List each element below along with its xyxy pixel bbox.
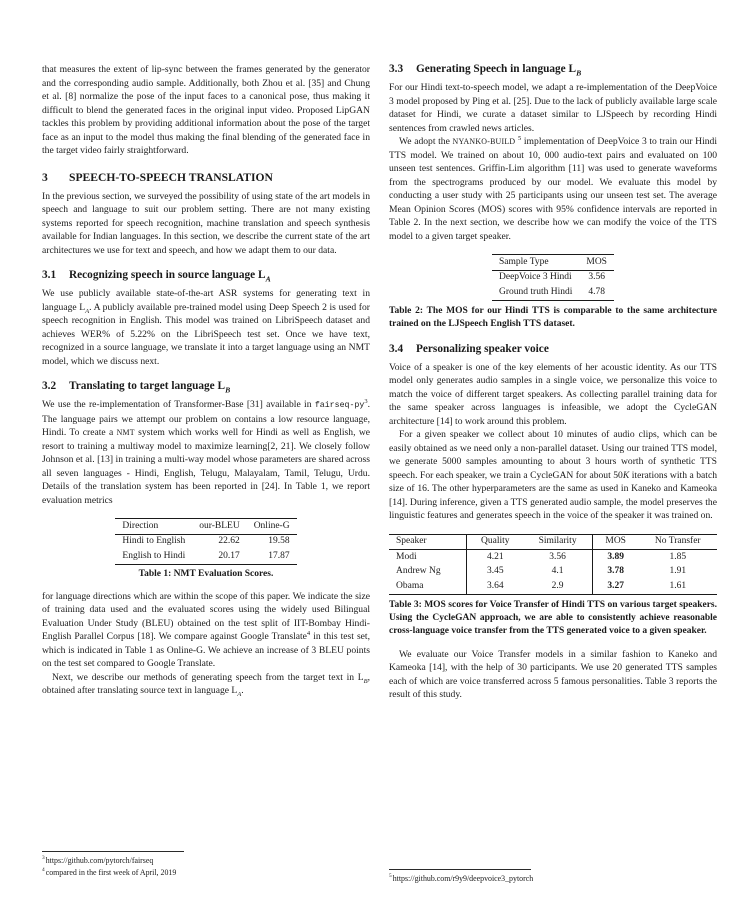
table-header-cell: Direction [122, 520, 159, 531]
table-2-block [389, 254, 717, 331]
table-row [389, 565, 717, 580]
table-3-caption: Table 3: MOS scores for Voice Transfer of Hindi TTS on various target speakers. Using the CycleGAN approach, we are able to consistently achieve reasonable cross-language voice transfer from the TTS generated voice to a given speaker. [389, 599, 717, 637]
table-cell: 4.21 [486, 551, 504, 562]
table-header-row [492, 255, 614, 271]
table-cell: 1.91 [669, 566, 687, 577]
table-cell: 22.62 [218, 536, 240, 546]
table-row [389, 579, 717, 594]
paragraph-after-table-1: for language directions which are within the scope of this paper. We indicate the size of training data used and the evaluated scores using the widely used Bilingual Evaluation Under Study (BLEU) obtained on the test split of IIT-Bombay Hindi-English Parallel Corpus [18]. We compare against Google Translate$^4$ in this test set, which is indicated in Table 1 as Online-G. We achieve an increase of 3 BLEU points on the test set compared to Google Translate. [42, 590, 370, 669]
subsection-title: Translating to target language $L_B$ [69, 380, 231, 395]
paragraph-3-3-intro: For our Hindi text-to-speech model, we adapt a re-implementation of the DeepVoice 3 model proposed by Ping et al. [25]. Due to the lack of publicly available large scale dataset for Hindi, we curate a dataset similar to LJSpeech by recording Hindi sentences from crawled news articles. [389, 82, 717, 134]
table-cell: Andrew Ng [389, 565, 467, 580]
table-row [492, 270, 614, 285]
footnotes-right [389, 869, 717, 885]
table-header-cell: Similarity [523, 534, 592, 550]
subsection-3-4-heading [389, 343, 717, 356]
table-1-caption: Table 1: NMT Evaluation Scores. [138, 568, 274, 579]
table-header-cell: our-BLEU [199, 520, 240, 531]
table-cell: 1.85 [669, 551, 687, 562]
table-cell: 1.61 [669, 580, 687, 591]
table-cell: Modi [389, 550, 467, 565]
table-cell: 2.9 [523, 579, 592, 594]
table-3 [389, 534, 717, 595]
table-header-row [115, 519, 296, 535]
table-header-cell: Sample Type [499, 256, 549, 267]
table-cell: 3.89 [607, 551, 624, 562]
table-2 [492, 254, 614, 301]
paragraph-evaluation: We evaluate our Voice Transfer models in a similar fashion to Kaneko and Kameoka [14], with the help of 30 participants. We use 20 generated TTS samples each of which are voice transferred across 5 famous personalities. Table 3 reports the result of this study. [389, 648, 717, 701]
column-left [42, 63, 371, 877]
table-1-block [42, 518, 370, 581]
table-cell: English to Hindi [122, 550, 186, 561]
footnote-rule [389, 869, 531, 870]
table-cell: 17.87 [268, 550, 290, 561]
footnote-3[interactable]: $^3$https://github.com/pytorch/fairseq [42, 855, 154, 865]
table-header-cell: MOS [605, 536, 626, 547]
table-header-row [389, 534, 717, 550]
footnote-5[interactable]: $^5$https://github.com/r9y9/deepvoice3_pytorch [389, 873, 534, 883]
table-cell: 3.78 [607, 566, 624, 577]
table-cell: 19.58 [268, 536, 290, 546]
footnotes-left [42, 851, 370, 878]
table-cell: 3.56 [588, 272, 605, 282]
subsection-3-2-heading [42, 380, 370, 393]
section-title: SPEECH-TO-SPEECH TRANSLATION [69, 170, 273, 184]
footnote-4: $^4$compared in the first week of April, 2019 [42, 866, 177, 877]
table-row [389, 550, 717, 565]
table-cell: Obama [389, 579, 467, 594]
section-number: 3 [42, 170, 48, 184]
table-header-cell: No Transfer [654, 536, 701, 547]
table-row [492, 285, 614, 300]
table-cell: 4.1 [523, 565, 592, 580]
paragraph-3-4-training: For a given speaker we collect about 10 minutes of audio clips, which can be easily obtained as we need only a non-parallel dataset. Using our trained TTS model, we generate 5000 samples amounting to about 3 hours worth of synthetic TTS speech. For each speaker, we train a CycleGAN for about 50K iterations with a batch size of 16. The other hyperparameters are the same as used in Kaneko and Kameoka [14]. During inference, given a TTS generated audio sample, the model preserves the linguistic features and generates speech in the voice of the speaker it was trained on. [389, 429, 717, 522]
paragraph-3-4-intro: Voice of a speaker is one of the key elements of her acoustic identity. As our TTS model only generates audio samples in a single voice, we personalize this voice to match the voice of different target speakers. As collecting parallel training data for the same speaker across languages is infeasible, we adopt the CycleGAN architecture [14] to work around this problem. [389, 361, 717, 427]
paragraph-section-3: In the previous section, we surveyed the possibility of using state of the art models in speech and language to suit our problem setting. There are not many existing systems reported for speech recognition, machine translation and speech synthesis available for Indian languages. In this section, we describe the current state of the art architectures we use for text and speech, and how we adapt them to our data. [42, 190, 370, 256]
table-cell: Hindi to English [122, 536, 186, 546]
column-right [389, 63, 717, 883]
subsection-number: 3.1 [42, 269, 57, 281]
paragraph-3-2: We use the re-implementation of Transformer-Base [31] available in fairseq-$py^3$. The language pairs we attempt our problem on contains a low resource language, Hindi. To create a NMT system which works well for Hindi as well as English, we resort to training a multiway model to maximize learning[2, 21]. We closely follow Johnson et al. [13] in training a multi-way model whose parameters are shared across all seven languages - Hindi, English, Telugu, Malayalam, Tamil, Telugu, Urdu. Details of the translation system has been reported in [24]. In Table 1, we report evaluation metrics [42, 397, 371, 506]
table-header-cell: Online-G [253, 520, 290, 531]
paragraph-3-3-nyanko: We adopt the NYANKO-BUILD $^5$ implementation of DeepVoice 3 to train our Hindi TTS model. We trained on about 10, 000 audio-text pairs and evaluated on 100 unseen test sentences. Griffin-Lim algorithm [11] was used to generate waveforms from the spectrograms produced by our model. We evaluate this model by conducting a user study with 25 participants using our unseen test set. The average Mean Opinion Scores (MOS) scores with 95% confidence intervals are reported in Table 2. In the next section, we describe how we can modify the voice of the TTS model to a given target speaker. [389, 134, 717, 242]
table-cell: 3.45 [486, 566, 504, 577]
subsection-3-3-heading [389, 63, 717, 76]
paragraph-next-steps: Next, we describe our methods of generating speech from the target text in $L_B$, obtained after translating source text in language $L_A$. [42, 671, 370, 698]
table-cell: DeepVoice 3 Hindi [499, 272, 572, 282]
table-1 [115, 518, 296, 565]
subsection-3-1-heading [42, 269, 370, 282]
table-cell: 3.64 [486, 580, 504, 591]
table-row [115, 549, 296, 564]
subsection-number: 3.3 [389, 63, 404, 75]
table-cell: 3.27 [607, 580, 624, 591]
paragraph-3-1: We use publicly available state-of-the-art ASR systems for generating text in language $L_A$. A publicly available pre-trained model using Deep Speech 2 is used for speech recognition in English. This model was trained on LibriSpeech dataset and achieves WER% of 5.22% on the LibriSpeech test set. Once we have text, recognized in a source language, we translate it into a target language using an NMT model, which we discuss next. [42, 288, 370, 367]
table-row [115, 534, 296, 549]
table-header-cell: Quality [481, 536, 510, 547]
section-3-heading [42, 171, 370, 184]
table-cell: 4.78 [588, 286, 605, 297]
table-header-cell: Speaker [389, 534, 467, 550]
paragraph-lipgan: that measures the extent of lip-sync between the frames generated by the generator and the corresponding audio sample. Additionally, both Zhou et al. [35] and Chung et al. [8] normalize the pose of the input faces to a canonical pose, thus making it difficult to blend the generated faces in the original input video. Proposed LipGAN tackles this problem by providing additional information about the pose of the target face as an input to the model thus making the final blending of the generated face in the target video fairly straightforward. [42, 64, 370, 156]
table-3-block [389, 534, 717, 639]
table-cell: 20.17 [218, 550, 240, 561]
subsection-title: Generating Speech in language $L_B$ [416, 63, 582, 78]
table-cell: 3.56 [523, 550, 592, 565]
table-2-caption: Table 2: The MOS for our Hindi TTS is comparable to the same architecture trained on the LJSpeech English TTS dataset. [389, 305, 717, 329]
subsection-title: Personalizing speaker voice [416, 342, 549, 355]
table-header-cell: MOS [586, 256, 607, 267]
table-cell: Ground truth Hindi [499, 286, 573, 297]
subsection-number: 3.2 [42, 380, 57, 392]
subsection-number: 3.4 [389, 342, 404, 355]
subsection-title: Recognizing speech in source language $L_A$ [69, 269, 271, 284]
footnote-rule [42, 851, 184, 852]
